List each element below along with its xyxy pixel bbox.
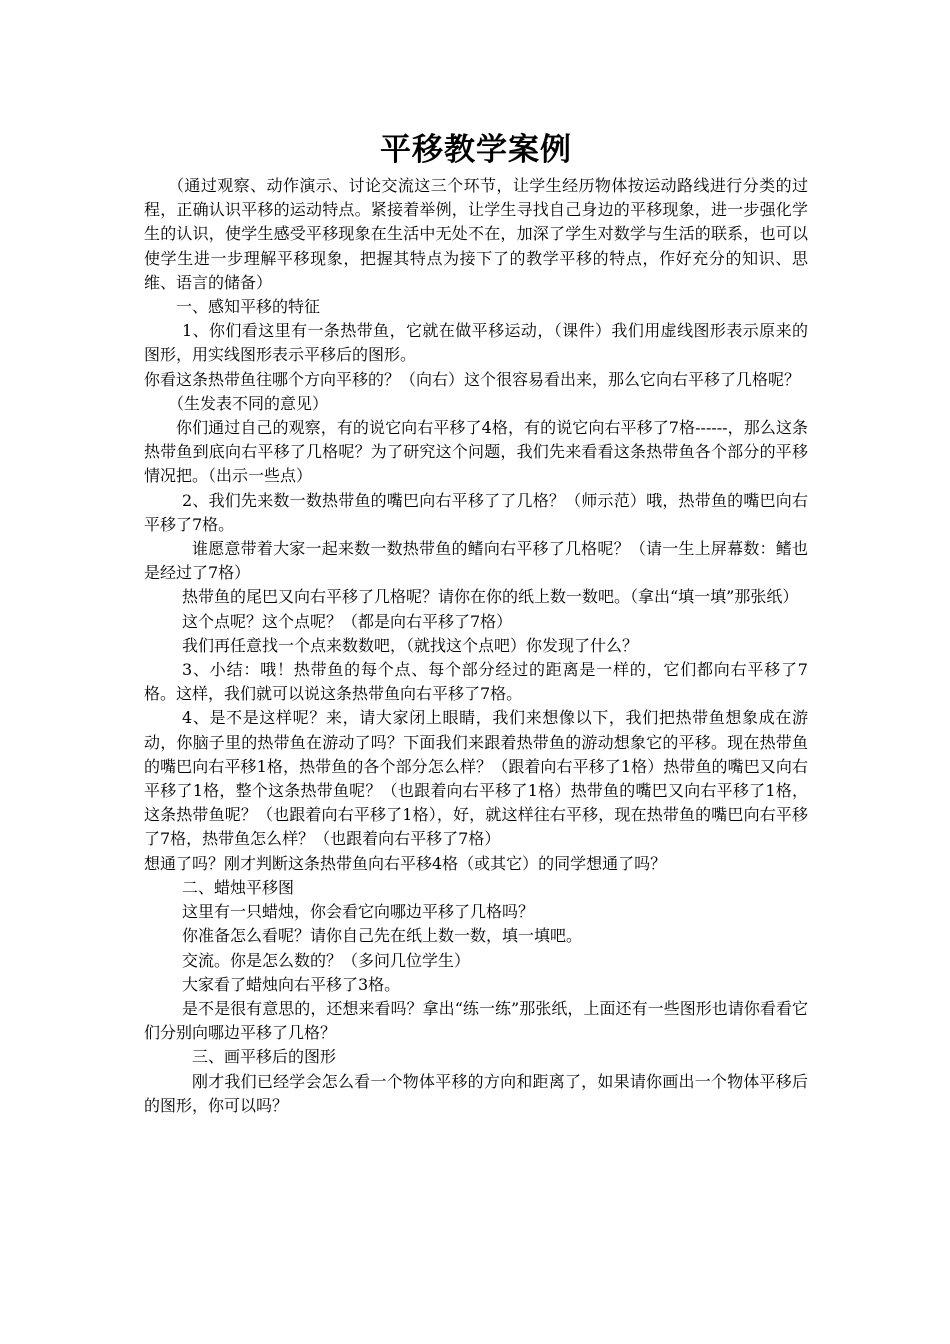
paragraph: 2、我们先来数一数热带鱼的嘴巴向右平移了了几格？（师示范）哦，热带鱼的嘴巴向右平移了7格。: [144, 490, 808, 534]
paragraph: 4、是不是这样呢？来，请大家闭上眼睛，我们来想像以下，我们把热带鱼想象成在游动，你脑子里的热带鱼在游动了吗？下面我们来跟着热带鱼的游动想象它的平移。现在热带鱼的嘴巴向右平移1格，热带鱼的各个部分怎么样？（跟着向右平移了1格）热带鱼的嘴巴又向右平移了1格，整个这条热带鱼呢？（也跟着向右平移了1格）热带鱼的嘴巴又向右平移了1格，这条热带鱼呢？（也跟着向右平移了1格），好，就这样往右平移，现在热带鱼的嘴巴向右平移了7格，热带鱼怎么样？（也跟着向右平移了7格）: [144, 708, 808, 849]
paragraph: （生发表不同的意见）: [168, 393, 329, 413]
paragraph: 你看这条热带鱼往哪个方向平移的？（向右）这个很容易看出来，那么它向右平移了几格呢？: [144, 369, 801, 389]
paragraph: 是不是很有意思的，还想来看吗？拿出“练一练”那张纸，上面还有一些图形也请你看看它们分别向哪边平移了几格？: [144, 998, 808, 1043]
section-heading-1: 一、感知平移的特征: [176, 297, 321, 317]
paragraph: 这个点呢？这个点呢？（都是向右平移了7格）: [182, 611, 513, 631]
document-page: [144, 128, 808, 1118]
paragraph: 我们再任意找一个点来数数吧，（就找这个点吧）你发现了什么？: [182, 635, 639, 655]
document-title: 平移教学案例: [380, 132, 572, 168]
paragraph: 热带鱼的尾巴又向右平移了几格呢？请你在你的纸上数一数吧。（拿出“填一填”那张纸）: [182, 587, 799, 607]
paragraph: 想通了吗？刚才判断这条热带鱼向右平移4格（或其它）的同学想通了吗？: [144, 853, 667, 873]
paragraph: 大家看了蜡烛向右平移了3格。: [182, 974, 401, 994]
section-heading-2: 二、蜡烛平移图: [182, 877, 295, 897]
paragraph: 谁愿意带着大家一起来数一数热带鱼的鳍向右平移了几格呢？（请一生上屏幕数：鳍也是经过了7格）: [144, 539, 808, 583]
paragraph: 1、你们看这里有一条热带鱼，它就在做平移运动，（课件）我们用虚线图形表示原来的图形，用实线图形表示平移后的图形。: [144, 321, 808, 365]
paragraph: 你准备怎么看呢？请你自己先在纸上数一数，填一填吧。: [182, 926, 583, 946]
paragraph: 交流。你是怎么数的？（多问几位学生）: [182, 950, 471, 970]
paragraph: 你们通过自己的观察，有的说它向右平移了4格，有的说它向右平移了7格------，那么这条热带鱼到底向右平移了几格呢？为了研究这个问题，我们先来看看这条热带鱼各个部分的平移情况把。（出示一些点）: [144, 418, 808, 486]
section-heading-3: 三、画平移后的图形: [192, 1047, 337, 1067]
intro-paragraph: （通过观察、动作演示、讨论交流这三个环节，让学生经历物体按运动路线进行分类的过程，正确认识平移的运动特点。紧接着举例，让学生寻找自己身边的平移现象，进一步强化学生的认识，使学生感受平移现象在生活中无处不在，加深了学生对数学与生活的联系，也可以使学生进一步理解平移现象，把握其特点为接下了的教学平移的特点，作好充分的知识、思维、语言的储备）: [144, 176, 808, 292]
paragraph: 3、小结：哦！热带鱼的每个点、每个部分经过的距离是一样的，它们都向右平移了7格。这样，我们就可以说这条热带鱼向右平移了7格。: [144, 660, 808, 704]
paragraph: 这里有一只蜡烛，你会看它向哪边平移了几格吗？: [182, 902, 535, 922]
paragraph: 刚才我们已经学会怎么看一个物体平移的方向和距离了，如果请你画出一个物体平移后的图形，你可以吗？: [144, 1071, 808, 1115]
